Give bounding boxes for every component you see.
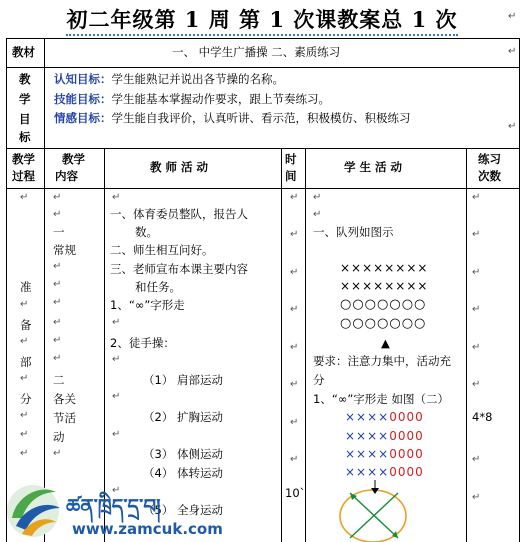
goal-skill	[54, 92, 330, 106]
goal-text: 学生能自我评价，认真听讲、看示范，积极模仿、积极练习	[111, 111, 411, 125]
figure-row: ××××0000	[345, 465, 424, 479]
formation-label: 一、队列如图示	[313, 225, 394, 239]
material-content: 一、 中学生广播操 二、素质练习	[172, 45, 341, 59]
requirement-text: 分	[313, 373, 325, 387]
header-practice: 次数	[478, 169, 501, 183]
figure-row: ××××0000	[345, 447, 424, 461]
header-practice: 练习	[478, 152, 501, 166]
teacher-line: 一、体育委员整队，报告人	[110, 207, 248, 221]
header-time: 时	[285, 152, 297, 166]
teacher-line: 2、徒手操：	[110, 336, 175, 350]
material-label: 教材	[12, 45, 35, 59]
figure-row: ××××0000	[345, 410, 424, 424]
logo-url: www.zamcuk.com	[72, 520, 223, 538]
header-content: 教学	[62, 152, 85, 166]
header-time: 间	[285, 169, 297, 183]
header-teacher: 教 师 活 动	[150, 160, 209, 174]
formation-row: ××××××××	[340, 279, 429, 293]
content-item: 动	[53, 430, 65, 444]
requirement-text: 要求：注意力集中，活动充	[313, 354, 451, 368]
goal-text: 学生能熟记并说出各节操的名称。	[111, 72, 284, 86]
teacher-line: （2） 扩胸运动	[143, 410, 223, 424]
content-item: 一	[53, 225, 65, 239]
figure-eight-diagram	[330, 478, 420, 542]
time-value: 10`	[285, 486, 306, 500]
teacher-line: 1、“∞”字形走	[110, 298, 185, 312]
logo-swoosh-icon	[2, 478, 64, 540]
teacher-line: （5） 全身运动	[143, 503, 223, 517]
teacher-line: 二、师生相互问好。	[110, 243, 214, 257]
process-char: 部	[20, 355, 32, 369]
page-title: 初二年级第 1 周 第 1 次课教案总 1 次	[0, 4, 524, 36]
formation-row: ○○○○○○○	[340, 316, 427, 331]
content-item: 各关	[53, 392, 76, 406]
header-student: 学 生 活 动	[344, 160, 403, 174]
teacher-line: 和任务。	[135, 280, 181, 294]
logo-tibetan-text: ཚན་ཁྲིད་དྲ་བ།	[66, 494, 161, 518]
teacher-triangle-icon: ▲	[381, 336, 390, 350]
formation-row: ××××××××	[340, 261, 429, 275]
goal-label-char: 标	[19, 130, 31, 144]
goal-tag: 认知目标：	[54, 72, 112, 86]
content-item: 节活	[53, 411, 76, 425]
goal-text: 学生能基本掌握动作要求，跟上节奏练习。	[111, 92, 330, 106]
site-logo	[0, 476, 240, 542]
teacher-line: （4） 体转运动	[143, 466, 223, 480]
teacher-line: 数。	[135, 225, 158, 239]
goal-label-char: 教	[19, 72, 31, 86]
header-content: 内容	[55, 169, 78, 183]
goal-tag: 情感目标：	[54, 111, 112, 125]
teacher-line: 三、老师宣布本课主要内容	[110, 262, 248, 276]
figure-label: 1、“∞”字形走 如图（二）	[313, 392, 449, 406]
header-process: 教学	[12, 152, 35, 166]
practice-value: 4*8	[472, 410, 493, 424]
formation-row: ○○○○○○○	[340, 297, 427, 312]
process-char: 准	[20, 280, 32, 294]
teacher-line: （3） 体侧运动	[143, 447, 223, 461]
process-char: 备	[20, 318, 32, 332]
content-item: 常规	[53, 243, 76, 257]
goal-label-char: 学	[19, 92, 31, 106]
process-char: 分	[20, 392, 32, 406]
figure-row: ××××0000	[345, 429, 424, 443]
header-process: 过程	[12, 169, 35, 183]
goal-cognitive	[54, 72, 284, 86]
content-item: 二	[53, 373, 65, 387]
goal-label-char: 目	[19, 112, 31, 126]
goal-tag: 技能目标：	[54, 92, 112, 106]
teacher-line: （1） 肩部运动	[143, 373, 223, 387]
goal-emotion	[54, 111, 411, 125]
